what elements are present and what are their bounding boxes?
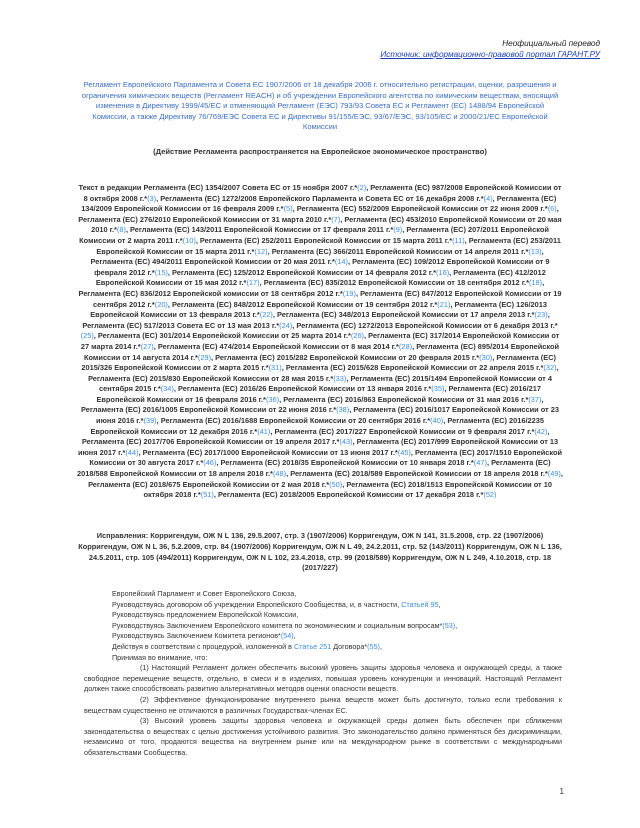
revision-entry: Регламента (ЕС) 366/2011 Европейской Комиссии от 14 апреля 2011 г.* (271, 246, 529, 256)
article-251-link[interactable]: Статье 251 (293, 641, 332, 651)
footnote-link[interactable]: (12) (254, 246, 268, 256)
preamble-line: Руководствуясь предложением Европейской Комиссии, (112, 610, 299, 620)
revision-entry: Регламента (ЕС) 453/2010 Европейской Комиссии от 20 мая 2010 г.* (91, 214, 562, 235)
revision-entry: Регламента (ЕС) 474/2014 Европейской Комиссии от 8 мая 2014 г.* (157, 341, 399, 351)
revision-entry: Регламента (ЕС) 412/2012 Европейской Комиссии от 15 мая 2012 г.* (95, 267, 546, 288)
revision-entry: Регламента (ЕС) 2016/1005 Европейской Комиссии от 22 июня 2016 г.* (81, 405, 337, 415)
revision-entry: Регламента (ЕС) 2018/675 Европейской Комиссии от 2 мая 2018 г.* (88, 479, 330, 489)
revision-entry: Регламента (ЕС) 2017/227 Европейской Комиссии от 9 февраля 2017 г.* (274, 426, 535, 436)
eea-note: (Действие Регламента распространяется на Европейское экономическое пространство) (153, 147, 487, 156)
footnote-link[interactable]: (53) (442, 620, 456, 630)
footnote-link[interactable]: (33) (333, 373, 347, 383)
footnote-link[interactable]: (54) (280, 631, 294, 641)
footnote-link[interactable]: (50) (329, 479, 343, 489)
revision-entry: Регламента (ЕС) 2018/589 Европейской Комиссии от 18 апреля 2018 г.* (290, 469, 548, 479)
revision-entry: Регламента (ЕС) 2015/830 Европейской Комиссии от 28 мая 2015 г.* (88, 373, 334, 383)
revisions-intro: Текст в редакции (78, 183, 144, 192)
footnote-link[interactable]: (43) (339, 437, 353, 447)
footnote-link[interactable]: (21) (437, 299, 451, 309)
document-title: Регламент Европейского Парламента и Совета ЕС 1907/2006 от 18 декабря 2006 г. относительно регистрации, оценки, разрешения и ограничения химических веществ (Регламент REACH) и об учреждении Европейского агентства по химическим веществам, вносящий изменения в Директиву 1999/45/ЕС и отменяющий Регламент (ЕЭС) 793/93 Совета ЕС и Регламент (ЕС) 1488/94 Европейской Комиссии, а также Директиву 76/769/ЕЭС Совета ЕС и Директивы 91/155/ЕЭС, 93/67/ЕЭС, 93/105/ЕС и 2000/21/ЕС Европейской Комиссии (81, 80, 559, 132)
revision-entry: Регламента (ЕС) 276/2010 Европейской Комиссии от 31 марта 2010 г.* (78, 214, 332, 224)
footnote-link[interactable]: (52) (483, 490, 497, 500)
preamble-line: Европейский Парламент и Совет Европейского Союза, (112, 589, 297, 598)
footnote-link[interactable]: (47) (473, 458, 487, 468)
footnote-link[interactable]: (26) (350, 331, 365, 341)
footnote-link[interactable]: (44) (125, 447, 139, 457)
footnote-link[interactable]: (34) (160, 384, 174, 394)
footnote-link[interactable]: (10) (182, 235, 196, 245)
footnote-link[interactable]: (11) (452, 235, 465, 245)
revision-entry: Регламента (ЕС) 2016/1688 Европейской Комиссии от 20 сентября 2016 г.* (160, 416, 431, 426)
preamble (84, 589, 562, 759)
revision-entry: Регламента (ЕС) 207/2011 Европейской Комиссии от 2 марта 2011 г.* (79, 225, 549, 245)
revision-entry: Регламента (ЕС) 2017/999 Европейской Комиссии от 13 июня 2017 г.* (77, 437, 559, 457)
footnote-link[interactable]: (32) (543, 363, 557, 373)
footnote-link[interactable]: (24) (279, 320, 293, 330)
revision-entry: Регламента (ЕС) 134/2009 Европейской Комиссии от 16 февраля 2009 г.* (81, 193, 557, 214)
footnote-link[interactable]: (48) (272, 469, 287, 479)
revision-entry: Регламента (ЕС) 2016/2235 Европейской Комиссии от 12 декабря 2016 г.* (90, 416, 544, 436)
footnote-link[interactable]: (17) (246, 278, 260, 288)
recital-1: (1) Настоящий Регламент должен обеспечить высокий уровень защиты здоровья человека и окружающей среды, а также свободное перемещение веществ, отдельно, в смеси и в изделиях, повышая уровень конкуренции и инноваций. Настоящий Регламент должен также способствовать развитию альтернативных методов оценки опасности веществ. (84, 663, 562, 694)
revision-entry: Регламента (ЕС) 125/2012 Европейской Комиссии от 14 февраля 2012 г.* (172, 267, 437, 277)
preamble-line: Руководствуясь Заключением Европейского комитета по экономическим и социальным вопросам*(53), (112, 620, 458, 630)
revision-entry: Регламента (ЕС) 494/2011 Европейской Комиссии от 20 мая 2011 г.* (90, 257, 335, 267)
revision-entry: Регламента (ЕС) 252/2011 Европейской Комиссии от 15 марта 2011 г.* (199, 235, 453, 245)
footnote-link[interactable]: (3) (147, 193, 157, 203)
footnote-link[interactable]: (4) (483, 193, 493, 203)
revision-entry: Регламента (ЕС) 1354/2007 Совета ЕС от 15 ноября 2007 г.* (143, 183, 358, 192)
revision-entry: Регламента (ЕС) 835/2012 Европейской Комиссии от 18 сентября 2012 г.* (263, 278, 529, 288)
revisions-block: Текст в редакции Регламента (ЕС) 1354/2007 Совета ЕС от 15 ноября 2007 г.*(2), Регламента (ЕС) 987/2008 Европейской Комиссии от 8 октября 2008 г.*(3), Регламента (ЕС) 1272/2008 Европейского Парламента и Совета ЕС от 16 декабря 2008 г.*(4), Регламента (ЕС) 134/2009 Европейской Комиссии от 16 февраля 2009 г.*(5), Регламента (ЕС) 552/2009 Европейской Комиссии от 22 июня 2009 г.*(6), Регламента (ЕС) 276/2010 Европейской Комиссии от 31 марта 2010 г.*(7), Регламента (ЕС) 453/2010 Европейской Комиссии от 20 мая 2010 г.*(8), Регламента (ЕС) 143/2011 Европейской Комиссии от 17 февраля 2011 г.*(9), Регламента (ЕС) 207/2011 Европейской Комиссии от 2 марта 2011 г.*(10), Регламента (ЕС) 252/2011 Европейской Комиссии от 15 марта 2011 г.*(11), Регламента (ЕС) 253/2011 Европейской Комиссии от 15 марта 2011 г.*(12), Регламента (ЕС) 366/2011 Европейской Комиссии от 14 апреля 2011 г.*(13), Регламента (ЕС) 494/2011 Европейской Комиссии от 20 мая 2011 г.*(14), Регламента (ЕС) 109/2012 Европейской Комиссии от 9 февраля 2012 г.*(15), Регламента (ЕС) 125/2012 Европейской Комиссии от 14 февраля 2012 г.*(16), Регламента (ЕС) 412/2012 Европейской Комиссии от 15 мая 2012 г.*(17), Регламента (ЕС) 835/2012 Европейской Комиссии от 18 сентября 2012 г.*(18), Регламента (ЕС) 836/2012 Европейской комиссии от 18 сентября 2012 г.*(19), Регламента (ЕС) 847/2012 Европейской Комиссии от 19 сентября 2012 г.*(20), Регламента (ЕС) 848/2012 Европейской Комиссии от 19 сентября 2012 г.*(21), Регламента (ЕС) 126/2013 Европейской Комиссии от 13 февраля 2013 г.*(22), Регламента (ЕС) 348/2013 Европейской Комиссии от 17 апреля 2013 г.*(23), Регламента (ЕС) 517/2013 Совета ЕС от 13 мая 2013 г.*(24), Регламента (ЕС) 1272/2013 Европейской Комиссии от 6 декабря 2013 г.*(25), Регламента (ЕС) 301/2014 Европейской Комиссии от 25 марта 2014 г.*(26), Регламента (ЕС) 317/2014 Европейской Комиссии от 27 марта 2014 г.*(27), Регламента (ЕС) 474/2014 Европейской Комиссии от 8 мая 2014 г.*(28), Регламента (ЕС) 895/2014 Европейской Комиссии от 14 августа 2014 г.*(29), Регламента (ЕС) 2015/282 Европейской Комиссии от 20 февраля 2015 г.*(30), Регламента (ЕС) 2015/326 Европейской Комиссии от 2 марта 2015 г.*(31), Регламента (ЕС) 2015/628 Европейской Комиссии от 22 апреля 2015 г.*(32), Регламента (ЕС) 2015/830 Европейской Комиссии от 28 мая 2015 г.*(33), Регламента (ЕС) 2015/1494 Европейской Комиссии от 4 сентября 2015 г.*(34), Регламента (ЕС) 2016/26 Европейской Комиссии от 13 января 2016 г.*(35), Регламента (ЕС) 2016/217 Европейской Комиссии от 16 февраля 2016 г.*(36), Регламента (ЕС) 2016/863 Европейской Комиссии от 31 мая 2016 г.*(37), Регламента (ЕС) 2016/1005 Европейской Комиссии от 22 июня 2016 г.*(38), Регламента (ЕС) 2016/1017 Европейской Комиссии от 23 июня 2016 г.*(39), Регламента (ЕС) 2016/1688 Европейской Комиссии от 20 сентября 2016 г.*(40), Регламента (ЕС) 2016/2235 Европейской Комиссии от 12 декабря 2016 г.*(41), Регламента (ЕС) 2017/227 Европейской Комиссии от 9 февраля 2017 г.*(42), Регламента (ЕС) 2017/706 Европейской Комиссии от 19 апреля 2017 г.*(43), Регламента (ЕС) 2017/999 Европейской Комиссии от 13 июня 2017 г.*(44), Регламента (ЕС) 2017/1000 Европейской Комиссии от 13 июня 2017 г.*(45), Регламента (ЕС) 2017/1510 Европейской Комиссии от 30 августа 2017 г.*(46), Регламента (ЕС) 2018/35 Европейской Комиссии от 10 января 2018 г.*(47), Регламента (ЕС) 2018/588 Европейской Комиссии от 18 апреля 2018 г.*(48), Регламента (ЕС) 2018/589 Европейской Комиссии от 18 апреля 2018 г.*(49), Регламента (ЕС) 2018/675 Европейской Комиссии от 2 мая 2018 г.*(50), Регламента (ЕС) 2018/1513 Европейской Комиссии от 10 октября 2018 г.*(51), Регламента (ЕС) 2018/2005 Европейской Комиссии от 17 декабря 2018 г.*(52) (77, 183, 563, 500)
unofficial-translation-label: Неофициальный перевод (502, 39, 600, 48)
corrections-block: Исправления: Корригендум, ОЖ N L 136, 29.5.2007, стр. 3 (1907/2006) Корригендум, ОЖ N 141, 31.5.2008, стр. 22 (1907/2006) Корригендум, ОЖ N L 36, 5.2.2009, стр. 84 (1907/2006) Корригендум, ОЖ N L 49, 24.2.2011, стр. 52 (143/2011) Корригендум, ОЖ N L 136, 24.5.2011, стр. 105 (494/2011) Корригендум, ОЖ N L 102, 23.4.2018, стр. 99 (2018/589) Корригендум, ОЖ N L 249, 4.10.2018, стр. 18 (2017/227) (78, 531, 562, 573)
revision-entry: Регламента (ЕС) 2016/26 Европейской Комиссии от 13 января 2016 г.* (177, 384, 432, 394)
footnote-link[interactable]: (25) (80, 331, 94, 341)
footnote-link[interactable]: (37) (528, 394, 542, 404)
revision-entry: Регламента (ЕС) 348/2013 Европейской Комиссии от 17 апреля 2013 г.* (277, 310, 535, 320)
footnote-link[interactable]: (55) (367, 641, 380, 651)
footnote-link[interactable]: (23) (534, 310, 548, 320)
footnote-link[interactable]: (45) (397, 447, 411, 457)
revision-entry: Регламента (ЕС) 1272/2013 Европейской Комиссии от 6 декабря 2013 г.* (296, 320, 558, 330)
footnote-link[interactable]: (39) (143, 416, 157, 426)
revision-entry: Регламента (ЕС) 895/2014 Европейской Комиссии от 14 августа 2014 г.* (84, 341, 560, 362)
preamble-line: Принимая во внимание, что: (112, 652, 208, 662)
article-95-link[interactable]: Статьей 95 (401, 599, 439, 609)
footnote-link[interactable]: (40) (430, 416, 444, 426)
revision-entry: Регламента (ЕС) 2016/1017 Европейской Комиссии от 23 июня 2016 г.* (96, 405, 559, 426)
revision-entry: Регламента (ЕС) 2018/588 Европейской Комиссии от 18 апреля 2018 г.* (77, 458, 551, 479)
footnote-link[interactable]: (5) (283, 204, 293, 214)
revision-entry: Регламента (ЕС) 317/2014 Европейской Комиссии от 27 марта 2014 г.* (80, 331, 560, 351)
revision-entry: Регламента (ЕС) 2018/35 Европейской Комиссии от 10 января 2018 г.* (220, 458, 474, 468)
footnote-link[interactable]: (8) (116, 225, 126, 235)
footnote-link[interactable]: (38) (336, 405, 350, 415)
revision-entry: Регламента (ЕС) 2015/1494 Европейской Комиссии от 4 сентября 2015 г.* (98, 373, 552, 394)
revision-entry: Регламента (ЕС) 2016/863 Европейской Комиссии от 31 мая 2016 г.* (283, 394, 529, 404)
footnote-link[interactable]: (7) (331, 214, 341, 224)
footnote-link[interactable]: (22) (259, 310, 273, 320)
footnote-link[interactable]: (27) (140, 341, 154, 351)
footnote-link[interactable]: (31) (268, 363, 282, 373)
footnote-link[interactable]: (35) (431, 384, 445, 394)
source-link[interactable]: Источник: информационно-правовой портал ГАРАНТ.РУ (380, 50, 600, 59)
revision-entry: Регламента (ЕС) 2015/326 Европейской Комиссии от 2 марта 2015 г.* (81, 352, 556, 373)
revision-entry: Регламента (ЕС) 847/2012 Европейской Комиссии от 19 сентября 2012 г.* (93, 288, 562, 309)
footnote-link[interactable]: (18) (528, 278, 543, 288)
recital-3: (3) Высокий уровень защиты здоровья человека и окружающей среды должен быть обеспечен при сближении законодательства о веществах с целью достижения устойчивого развития. Это законодательство должно применяться без дискриминации, независимо от того, продаются вещества на внутреннем рынке или на международном рынке в соответствии с международными обязательствами Сообщества. (84, 716, 562, 757)
footnote-link[interactable]: (30) (479, 352, 493, 362)
footnote-link[interactable]: (19) (342, 288, 356, 298)
footnote-link[interactable]: (42) (534, 426, 548, 436)
preamble-line: Руководствуясь договором об учреждении Европейского Сообщества, и, в частности, Статьей 95, (112, 599, 441, 609)
recital-2: (2) Эффективное функционирование внутреннего рынка веществ может быть достигнуто, только если требования к веществам существенно не отличаются в различных Государствах-членах ЕС. (84, 694, 562, 715)
revision-entry: Регламента (ЕС) 126/2013 Европейской Комиссии от 13 февраля 2013 г.* (90, 299, 547, 320)
footnote-link[interactable]: (20) (154, 299, 168, 309)
revision-entry: Регламента (ЕС) 836/2012 Европейской комиссии от 18 сентября 2012 г.* (78, 288, 343, 298)
revision-entry: Регламента (ЕС) 2017/1000 Европейской Комиссии от 13 июня 2017 г.* (142, 447, 398, 457)
revision-entry: Регламента (ЕС) 2016/217 Европейской Комиссии от 16 февраля 2016 г.* (96, 384, 541, 404)
footnote-link[interactable]: (41) (257, 426, 271, 436)
footnote-link[interactable]: (49) (547, 469, 561, 479)
revision-entry: Регламента (ЕС) 2018/2005 Европейской Комиссии от 17 декабря 2018 г.* (218, 490, 484, 500)
revision-entry: Регламента (ЕС) 1272/2008 Европейского Парламента и Совета ЕС от 16 декабря 2008 г.* (160, 193, 484, 203)
footnote-link[interactable]: (14) (334, 257, 348, 267)
footnote-link[interactable]: (29) (197, 352, 212, 362)
footnote-link[interactable]: (51) (200, 490, 214, 500)
revision-entry: Регламента (ЕС) 301/2014 Европейской Комиссии от 25 марта 2014 г.* (97, 331, 351, 341)
page-header (380, 38, 600, 60)
footnote-link[interactable]: (9) (393, 225, 403, 235)
revision-entry: Регламента (ЕС) 848/2012 Европейской Комиссии от 19 сентября 2012 г.* (172, 299, 438, 309)
revision-entry: Регламента (ЕС) 2018/1513 Европейской Комиссии от 10 октября 2018 г.* (143, 479, 552, 500)
footnote-link[interactable]: (36) (265, 394, 280, 404)
revision-entry: Регламента (ЕС) 2017/706 Европейской Комиссии от 19 апреля 2017 г.* (81, 437, 340, 447)
revision-entry: Регламента (ЕС) 987/2008 Европейской Комиссии от 8 октября 2008 г.* (83, 183, 562, 203)
revision-entry: Регламента (ЕС) 517/2013 Совета ЕС от 13 мая 2013 г.* (82, 320, 280, 330)
footnote-link[interactable]: (46) (203, 458, 217, 468)
page-number: 1 (559, 787, 564, 796)
preamble-line: Действуя в соответствии с процедурой, изложенной в Статье 251 Договора*(55), (112, 641, 382, 651)
footnote-link[interactable]: (16) (436, 267, 450, 277)
revision-entry: Регламента (ЕС) 552/2009 Европейской Комиссии от 22 июня 2009 г.* (296, 204, 548, 214)
revision-entry: Регламента (ЕС) 143/2011 Европейской Комиссии от 17 февраля 2011 г.* (130, 225, 394, 235)
revision-entry: Регламента (ЕС) 253/2011 Европейской Комиссии от 15 марта 2011 г.* (96, 235, 561, 256)
revision-entry: Регламента (ЕС) 2017/1510 Европейской Комиссии от 30 августа 2017 г.* (89, 447, 563, 468)
revision-entry: Регламента (ЕС) 2015/628 Европейской Комиссии от 22 апреля 2015 г.* (285, 363, 544, 373)
footnote-link[interactable]: (2) (357, 183, 367, 192)
footnote-link[interactable]: (13) (528, 246, 542, 256)
footnote-link[interactable]: (6) (547, 204, 557, 214)
footnote-link[interactable]: (15) (154, 267, 168, 277)
preamble-line: Руководствуясь Заключением Комитета регионов*(54), (112, 631, 296, 641)
revision-entry: Регламента (ЕС) 2015/282 Европейской Комиссии от 20 февраля 2015 г.* (215, 352, 480, 362)
footnote-link[interactable]: (28) (398, 341, 413, 351)
revision-entry: Регламента (ЕС) 109/2012 Европейской Комиссии от 9 февраля 2012 г.* (94, 257, 550, 277)
